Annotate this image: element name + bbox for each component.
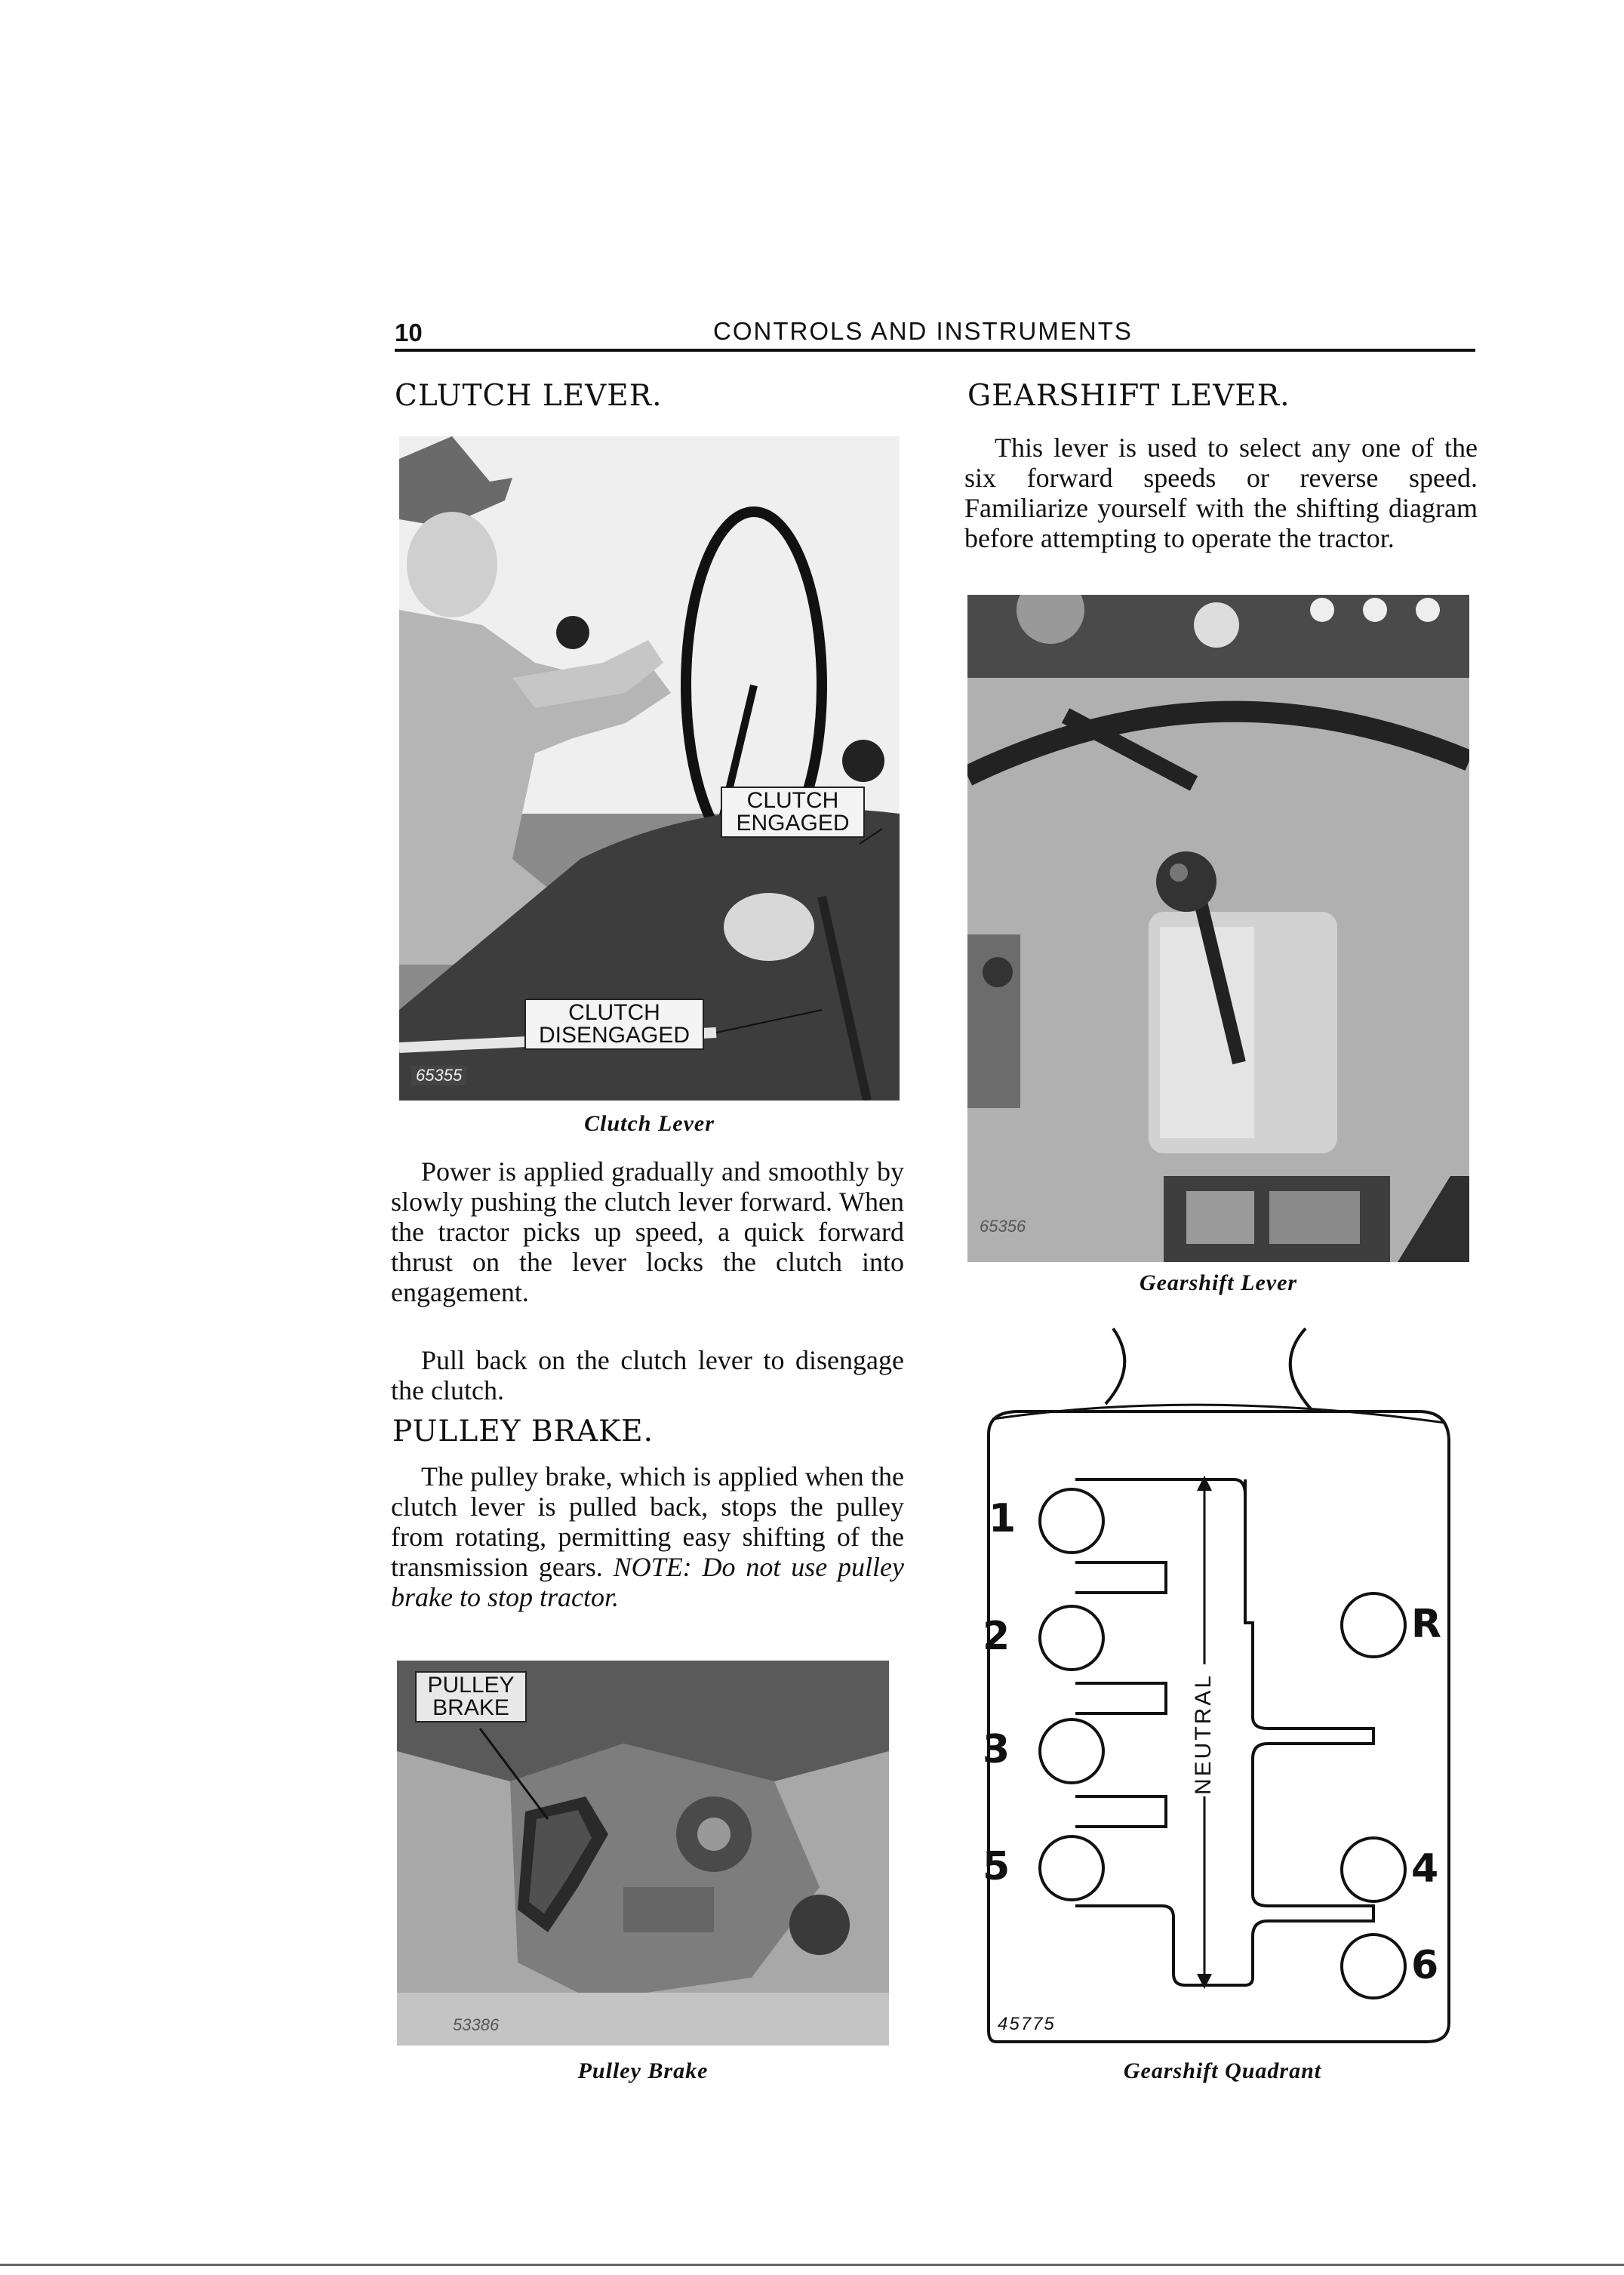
label-clutch-disengaged — [524, 999, 704, 1050]
clutch-paragraph-1: Power is applied gradually and smoothly by slowly pushing the clutch lever forward. When the tractor picks up speed, a quick forward thrust on the lever locks the clutch into engagement. — [391, 1156, 904, 1307]
label-pulley-brake — [415, 1671, 527, 1722]
gearshift-lever-heading: GEARSHIFT LEVER. — [967, 379, 1290, 413]
gear-6-label: 6 — [1411, 1943, 1439, 1988]
label-pulley-brake-line1: PULLEY — [427, 1673, 515, 1698]
clutch-lever-caption: Clutch Lever — [584, 1111, 715, 1136]
label-clutch-disengaged-line1: CLUTCH — [568, 1000, 660, 1025]
gearshift-lever-caption: Gearshift Lever — [1139, 1270, 1298, 1295]
label-pulley-brake-line2: BRAKE — [432, 1695, 509, 1720]
pulley-paragraph-text: The pulley brake, which is applied when the clutch lever is pulled back, stops the pulley from rotating, permitting easy shifting of the transmission gears. — [391, 1461, 904, 1582]
section-title: CONTROLS AND INSTRUMENTS — [713, 317, 1133, 345]
clutch-paragraph-2: Pull back on the clutch lever to disengage the clutch. — [391, 1345, 904, 1405]
pulley-photo-code: 53386 — [453, 2015, 500, 2034]
gear-5-label: 5 — [983, 1844, 1010, 1889]
pulley-note-label: NOTE: — [613, 1552, 692, 1582]
gearshift-photo-code: 65356 — [980, 1217, 1026, 1236]
pulley-brake-caption: Pulley Brake — [577, 2058, 709, 2083]
clutch-photo-code: 65355 — [411, 1066, 466, 1085]
label-clutch-engaged-line2: ENGAGED — [736, 811, 850, 836]
gear-2-label: 2 — [983, 1614, 1010, 1659]
gearshift-quadrant-diagram — [973, 1321, 1456, 2053]
pulley-paragraph — [391, 1461, 904, 1612]
header-rule — [395, 349, 1475, 352]
label-clutch-engaged — [721, 787, 865, 838]
page-number: 10 — [395, 319, 423, 346]
gear-4-label: 4 — [1411, 1846, 1439, 1892]
gearshift-quadrant-caption: Gearshift Quadrant — [1123, 2058, 1322, 2083]
gear-1-label: 1 — [989, 1496, 1017, 1541]
gearshift-lever-photo — [967, 595, 1469, 1262]
quadrant-code: 45775 — [998, 2014, 1056, 2034]
label-clutch-engaged-line1: CLUTCH — [746, 788, 839, 813]
bottom-edge-rule — [0, 2264, 1624, 2266]
label-clutch-disengaged-line2: DISENGAGED — [538, 1023, 691, 1048]
clutch-lever-heading: CLUTCH LEVER. — [395, 379, 663, 413]
pulley-brake-heading: PULLEY BRAKE. — [392, 1415, 654, 1448]
gear-3-label: 3 — [983, 1727, 1010, 1772]
neutral-label: NEUTRAL — [1191, 1673, 1216, 1795]
gearshift-paragraph: This lever is used to select any one of the six forward speeds or reverse speed. Familiarize yourself with the shifting diagram before attempting to operate the tractor. — [964, 433, 1478, 553]
gear-reverse-label: R — [1411, 1602, 1442, 1647]
pulley-note-text: Do not use pulley brake to stop tractor. — [391, 1552, 904, 1612]
